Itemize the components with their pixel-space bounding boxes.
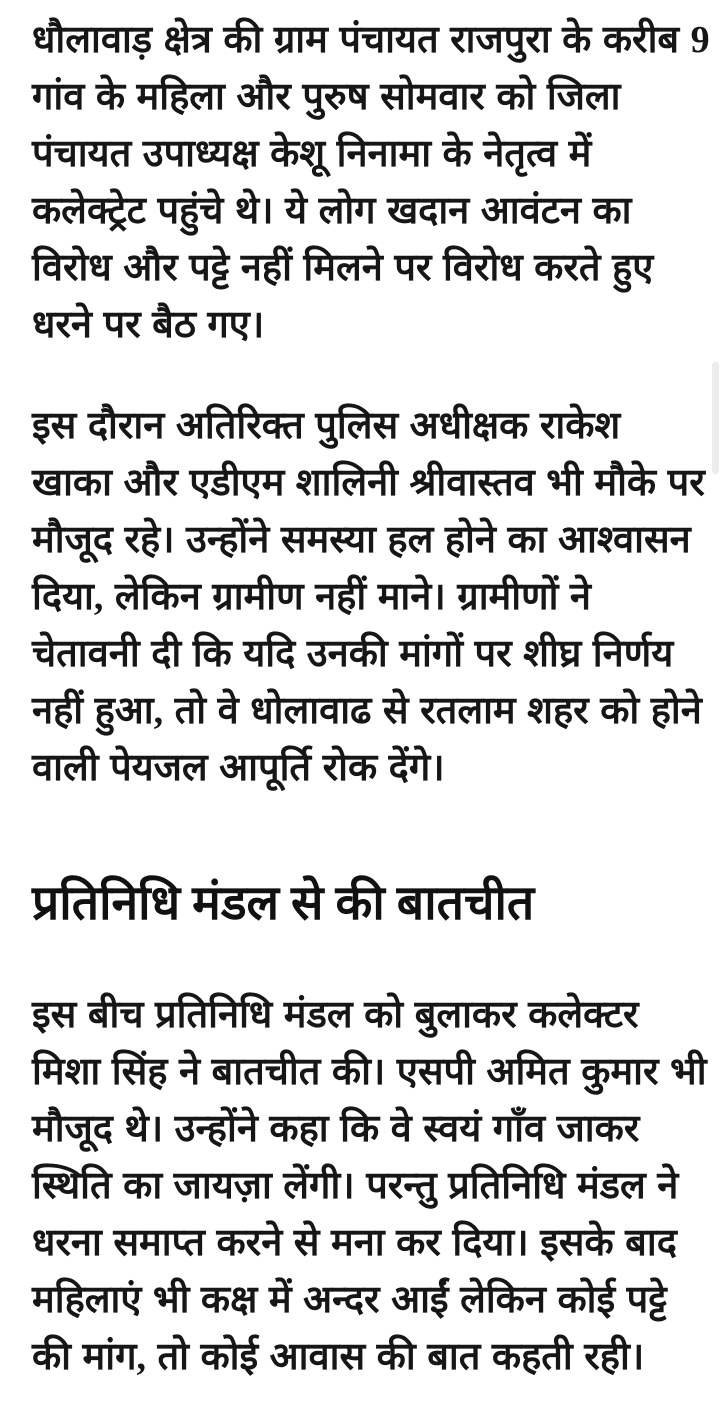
- article-paragraph: धौलावाड़ क्षेत्र की ग्राम पंचायत राजपुरा के करीब 9 गांव के महिला और पुरुष सोमवार को जिला पंचायत उपाध्यक्ष केशू निनामा के नेतृत्व में कलेक्ट्रेट पहुंचे थे। ये लोग खदान आवंटन का विरोध और पट्टे नहीं मिलने पर विरोध करते हुए धरने पर बैठ गए।: [32, 19, 710, 346]
- article-paragraph: इस बीच प्रतिनिधि मंडल को बुलाकर कलेक्टर मिशा सिंह ने बातचीत की। एसपी अमित कुमार भी मौजूद थे। उन्होंने कहा कि वे स्वयं गाँव जाकर स्थिति का जायज़ा लेंगी। परन्तु प्रतिनिधि मंडल ने धरना समाप्त करने से मना कर दिया। इसके बाद महिलाएं भी कक्ष में अन्दर आईं लेकिन कोई पट्टे की मांग, तो कोई आवास की बात कहती रही।: [32, 994, 707, 1378]
- article-paragraph: इस दौरान अतिरिक्त पुलिस अधीक्षक राकेश खाका और एडीएम शालिनी श्रीवास्तव भी मौके पर मौजूद रहे। उन्होंने समस्या हल होने का आश्वासन दिया, लेकिन ग्रामीण नहीं माने। ग्रामीणों ने चेतावनी दी कि यदि उनकी मांगों पर शीघ्र निर्णय नहीं हुआ, तो वे धोलावाढ से रतलाम शहर को होने वाली पेयजल आपूर्ति रोक देंगे।: [32, 405, 705, 789]
- article-subheading: प्रतिनिधि मंडल से की बातचीत: [32, 877, 535, 930]
- scrollbar-thumb[interactable]: [712, 362, 719, 474]
